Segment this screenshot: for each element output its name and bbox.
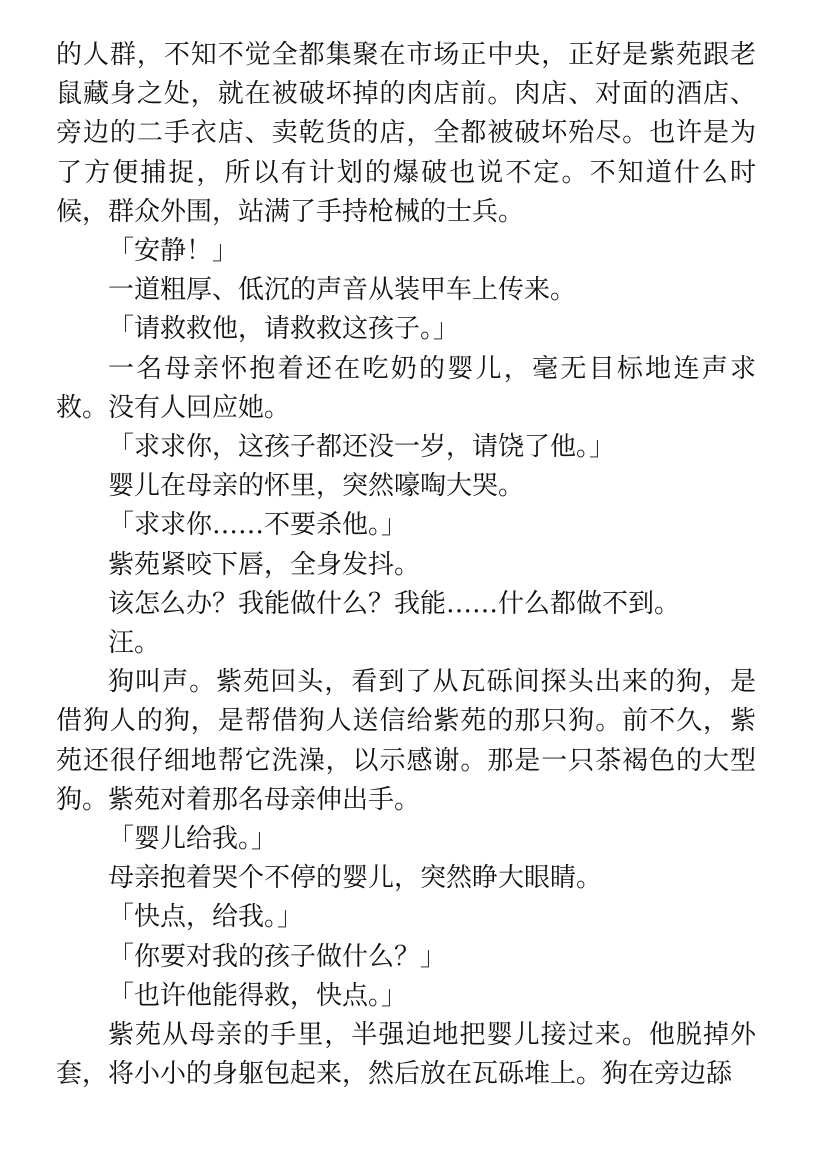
novel-page: [56, 36, 756, 1094]
paragraph: 一名母亲怀抱着还在吃奶的婴儿，毫无目标地连声求救。没有人回应她。: [56, 353, 756, 423]
paragraph: 一道粗厚、低沉的声音从装甲车上传来。: [108, 275, 577, 306]
paragraph: 该怎么办？我能做什么？我能……什么都做不到。: [108, 588, 681, 619]
paragraph: 紫苑从母亲的手里，半强迫地把婴儿接过来。他脱掉外套，将小小的身躯包起来，然后放在瓦砾堆上。狗在旁边舔: [56, 1020, 756, 1090]
dialogue-line: 「求求你，这孩子都还没一岁，请饶了他。」: [108, 432, 616, 463]
dialogue-line: 「求求你……不要杀他。」: [108, 510, 408, 541]
dialogue-line: 「你要对我的孩子做什么？」: [108, 941, 447, 972]
paragraph: 汪。: [108, 628, 161, 659]
paragraph: 狗叫声。紫苑回头，看到了从瓦砾间探头出来的狗，是借狗人的狗，是帮借狗人送信给紫苑的那只狗。前不久，紫苑还很仔细地帮它洗澡，以示感谢。那是一只茶褐色的大型狗。紫苑对着那名母亲伸出手。: [56, 667, 756, 815]
paragraph: 婴儿在母亲的怀里，突然嚎啕大哭。: [108, 471, 525, 502]
paragraph: 紫苑紧咬下唇，全身发抖。: [108, 549, 421, 580]
dialogue-line: 「安静！」: [108, 236, 239, 267]
dialogue-line: 「请救救他，请救救这孩子。」: [108, 314, 460, 345]
dialogue-line: 「婴儿给我。」: [108, 824, 278, 855]
dialogue-line: 「也许他能得救，快点。」: [108, 980, 408, 1011]
paragraph: 母亲抱着哭个不停的婴儿，突然睁大眼睛。: [108, 863, 603, 894]
dialogue-line: 「快点，给我。」: [108, 902, 304, 933]
paragraph: 的人群，不知不觉全都集聚在市场正中央，正好是紫苑跟老鼠藏身之处，就在被破坏掉的肉店前。肉店、对面的酒店、旁边的二手衣店、卖乾货的店，全都被破坏殆尽。也许是为了方便捕捉，所以有计划的爆破也说不定。不知道什么时候，群众外围，站满了手持枪械的士兵。: [56, 40, 756, 227]
